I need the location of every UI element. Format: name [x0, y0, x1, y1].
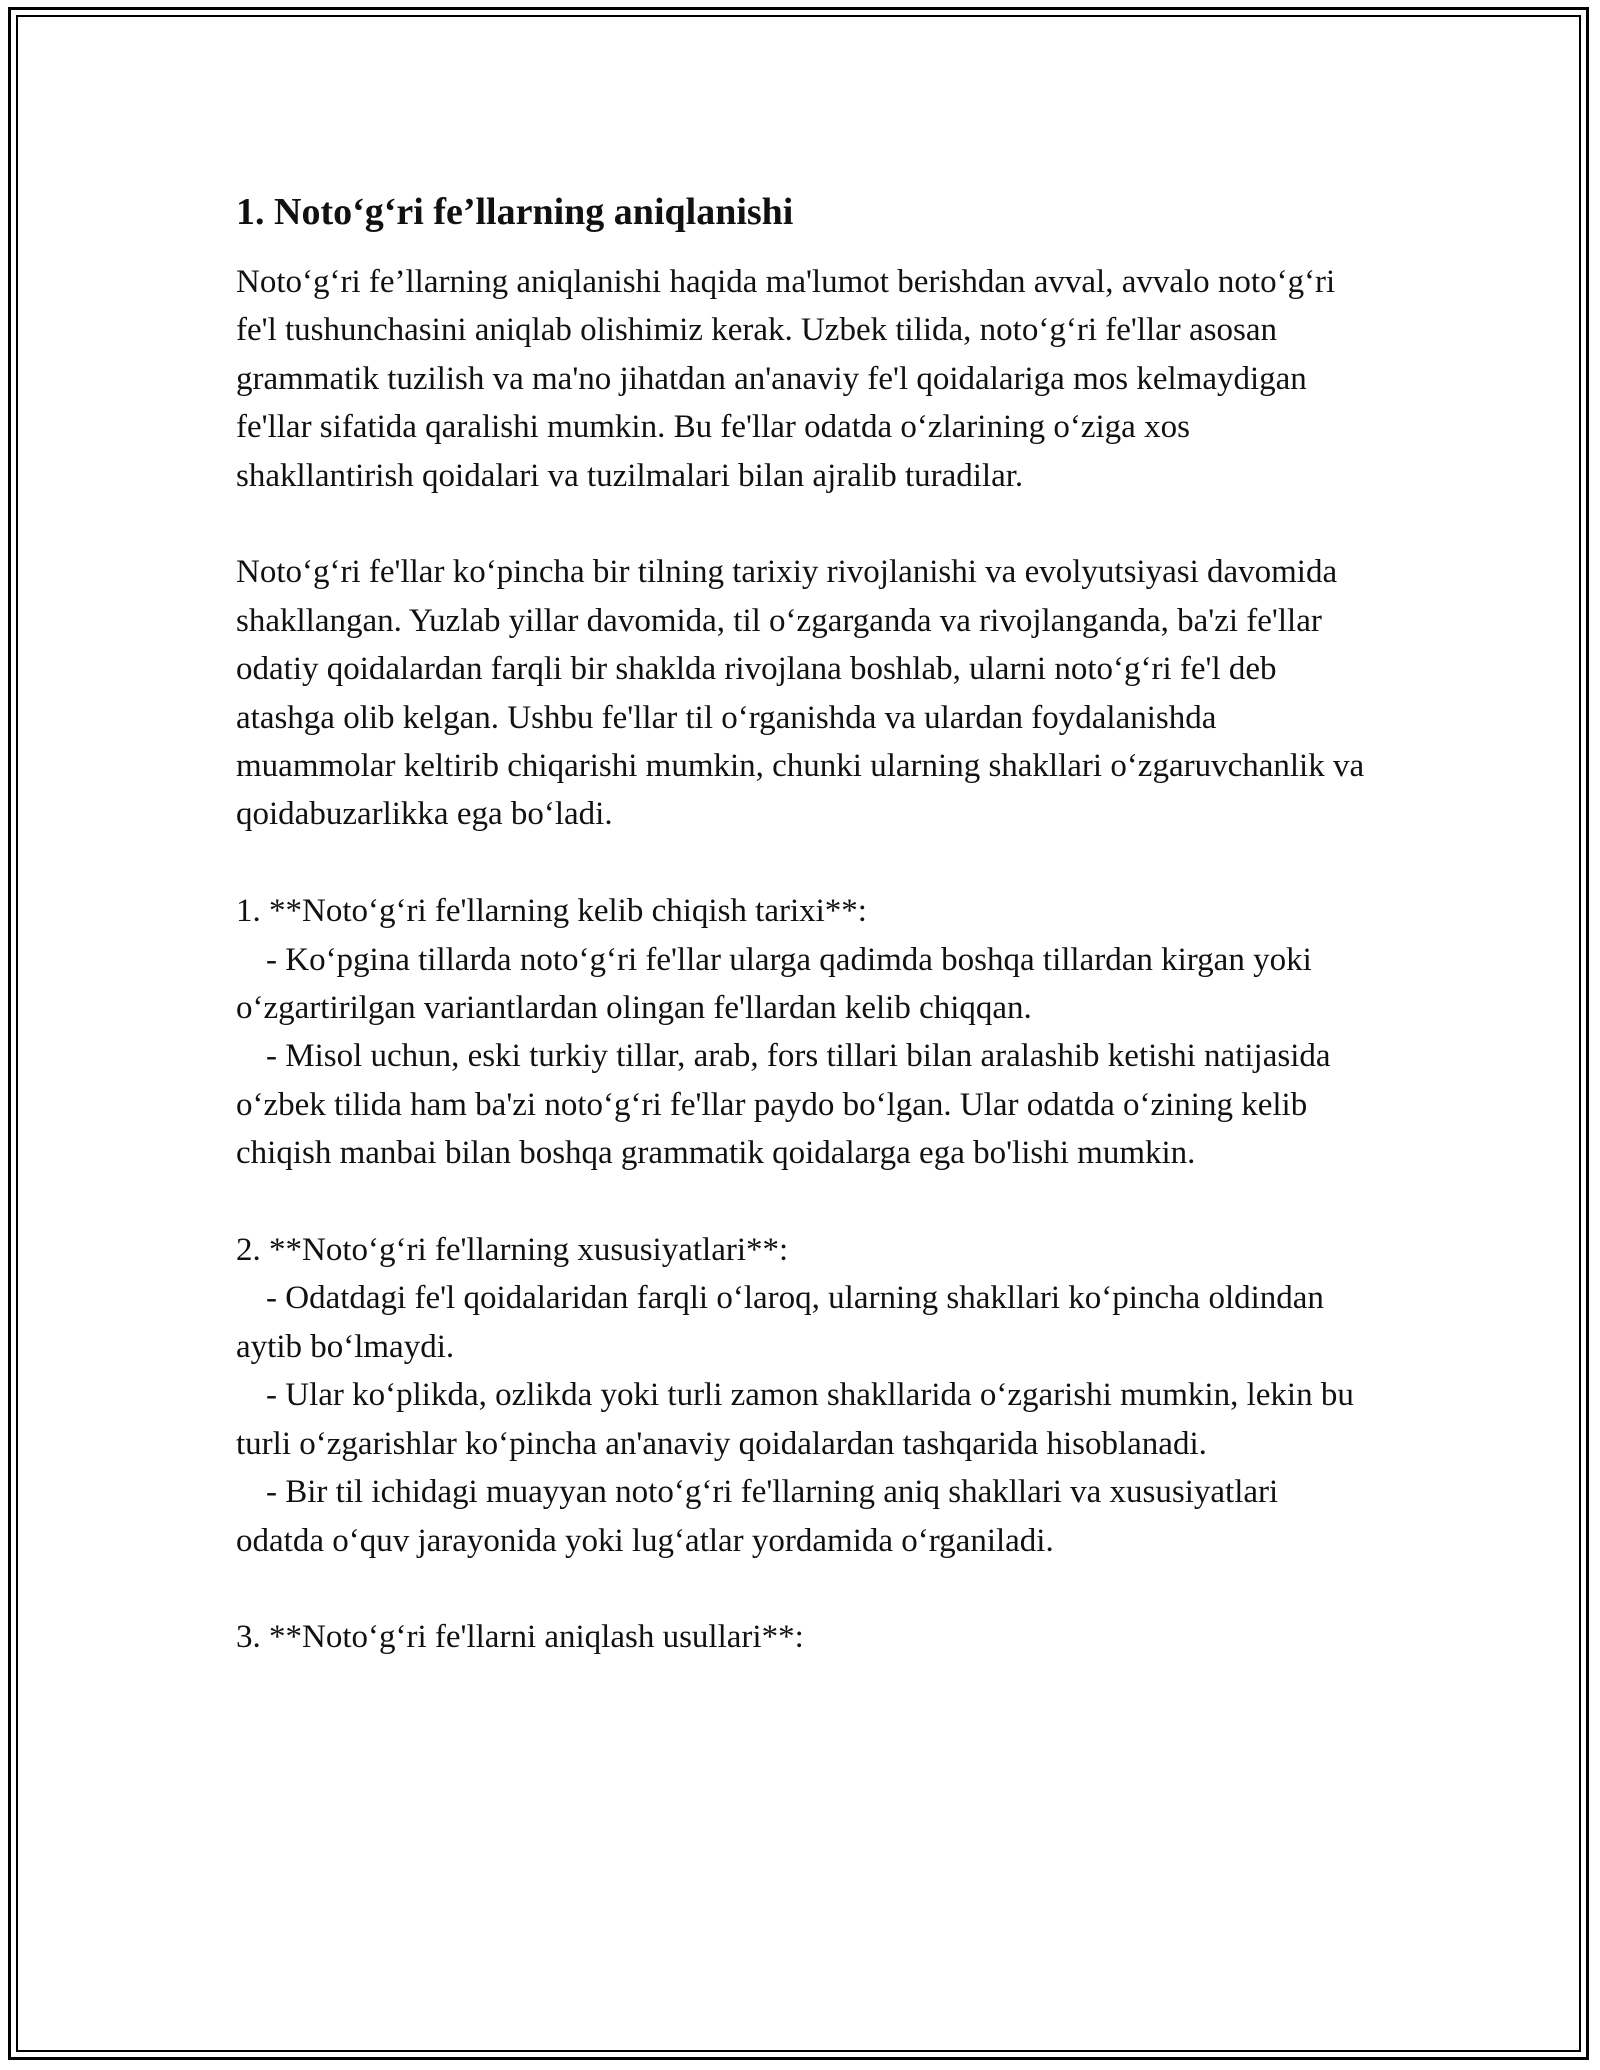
paragraph-spacer	[236, 839, 1366, 887]
list-section-methods	[236, 1613, 1366, 1661]
paragraph-spacer	[236, 1178, 1366, 1226]
paragraph-spacer	[236, 1565, 1366, 1613]
document-body	[236, 186, 1366, 1662]
list-section-origin	[236, 887, 1366, 1177]
list-item	[236, 1371, 1366, 1468]
history-paragraph: Noto‘g‘ri fe'llar ko‘pincha bir tilning tarixiy rivojlanishi va evolyutsiyasi davomida shakllangan. Yuzlab yillar davomida, til o‘zgarganda va rivojlanganda, ba'zi fe'llar odatiy qoidalardan farqli bir shaklda rivojlana boshlab, ularni noto‘g‘ri fe'l deb atashga olib kelgan. Ushbu fe'llar til o‘rganishda va ulardan foydalanishda muammolar keltirib chiqarishi mumkin, chunki ularning shakllari o‘zgaruvchanlik va qoidabuzarlikka ega bo‘ladi.	[236, 554, 1365, 833]
list-item-text: - Misol uchun, eski turkiy tillar, arab, fors tillari bilan aralashib ketishi natijasida o‘zbek tilida ham ba'zi noto‘g‘ri fe'llar paydo bo‘lgan. Ular odatda o‘zining kelib chiqish manbai bilan boshqa grammatik qoidalarga ega bo'lishi mumkin.	[236, 1038, 1331, 1172]
list-item-text: - Bir til ichidagi muayyan noto‘g‘ri fe'llarning aniq shakllari va xususiyatlari odatda o‘quv jarayonida yoki lug‘atlar yordamida o‘rganiladi.	[236, 1474, 1279, 1559]
list-section-features	[236, 1226, 1366, 1565]
list-item	[236, 936, 1366, 1033]
list-section-title: 3. **Noto‘g‘ri fe'llarni aniqlash usullari**:	[236, 1619, 804, 1656]
intro-paragraph: Noto‘g‘ri fe’llarning aniqlanishi haqida ma'lumot berishdan avval, avvalo noto‘g‘ri fe'l tushunchasini aniqlab olishimiz kerak. Uzbek tilida, noto‘g‘ri fe'llar asosan grammatik tuzilish va ma'no jihatdan an'anaviy fe'l qoidalariga mos kelmaydigan fe'llar sifatida qaralishi mumkin. Bu fe'llar odatda o‘zlarining o‘ziga xos shakllantirish qoidalari va tuzilmalari bilan ajralib turadilar.	[236, 264, 1336, 494]
paragraph-spacer	[236, 500, 1366, 548]
list-item	[236, 1274, 1366, 1371]
list-item	[236, 1468, 1366, 1565]
list-section-title: 1. **Noto‘g‘ri fe'llarning kelib chiqish tarixi**:	[236, 893, 867, 930]
list-item-text: - Ular ko‘plikda, ozlikda yoki turli zamon shakllarida o‘zgarishi mumkin, lekin bu turli o‘zgarishlar ko‘pincha an'anaviy qoidalardan tashqarida hisoblanadi.	[236, 1377, 1354, 1462]
list-item-text: - Ko‘pgina tillarda noto‘g‘ri fe'llar ularga qadimda boshqa tillardan kirgan yoki o‘zgartirilgan variantlardan olingan fe'llardan kelib chiqqan.	[236, 941, 1312, 1027]
list-item	[236, 1032, 1366, 1177]
list-item-text: - Odatdagi fe'l qoidalaridan farqli o‘laroq, ularning shakllari ko‘pincha oldindan aytib bo‘lmaydi.	[236, 1280, 1324, 1365]
section-heading: 1. Noto‘g‘ri fe’llarning aniqlanishi	[236, 191, 794, 233]
list-section-title: 2. **Noto‘g‘ri fe'llarning xususiyatlari**:	[236, 1232, 789, 1269]
